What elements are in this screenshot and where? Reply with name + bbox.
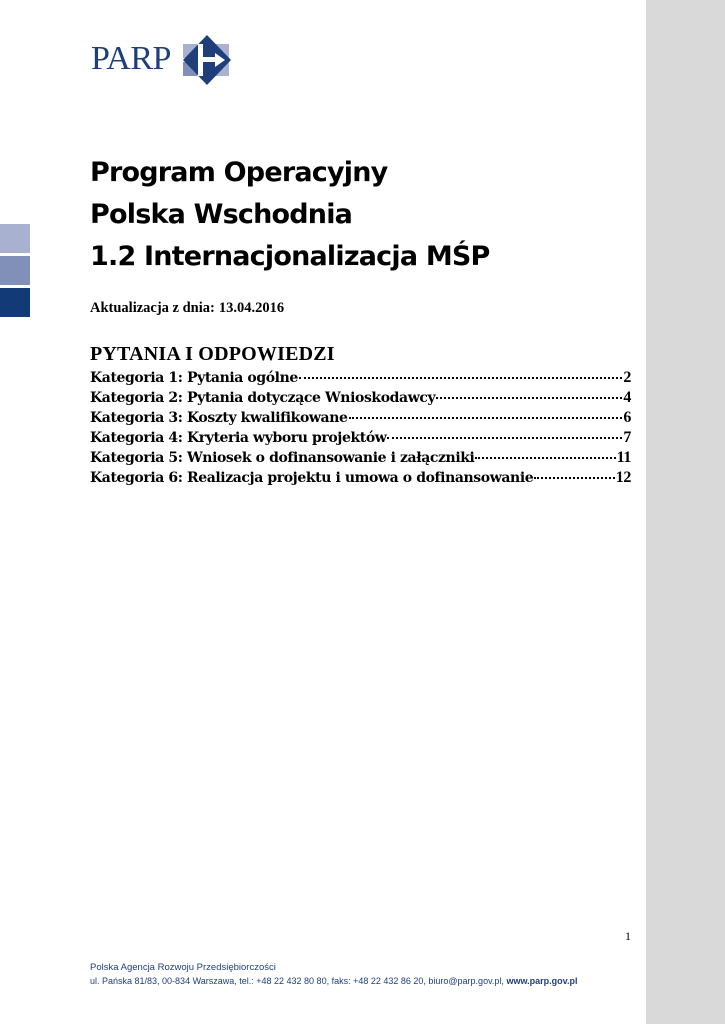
footer-website-link[interactable]: www.parp.gov.pl bbox=[506, 976, 578, 986]
toc-page-number: 11 bbox=[616, 449, 631, 466]
update-info bbox=[90, 300, 284, 317]
page-number: 1 bbox=[625, 929, 631, 943]
toc-label: Kategoria 4: Kryteria wyboru projektów bbox=[90, 430, 387, 446]
update-date: 13.04.2016 bbox=[218, 300, 285, 316]
side-block-dark bbox=[0, 288, 30, 317]
table-of-contents bbox=[90, 369, 631, 489]
logo-text: PARP bbox=[91, 40, 171, 77]
toc-page-number: 2 bbox=[623, 369, 631, 386]
footer-organization: Polska Agencja Rozwoju Przedsiębiorczości bbox=[90, 962, 276, 973]
title-line-2: Polska Wschodnia bbox=[90, 199, 353, 230]
toc-entry[interactable] bbox=[90, 449, 631, 469]
toc-label: Kategoria 5: Wniosek o dofinansowanie i załączniki bbox=[90, 450, 475, 466]
toc-page-number: 12 bbox=[615, 469, 631, 486]
footer-address-line bbox=[90, 976, 577, 986]
parp-logo-icon bbox=[181, 34, 237, 86]
side-block-medium bbox=[0, 256, 30, 285]
toc-entry[interactable] bbox=[90, 389, 631, 409]
page-margin-band bbox=[646, 0, 725, 1024]
toc-leader-dots bbox=[299, 377, 623, 379]
toc-page-number: 4 bbox=[623, 389, 631, 406]
toc-leader-dots bbox=[349, 417, 623, 419]
document-title bbox=[90, 152, 630, 278]
toc-entry[interactable] bbox=[90, 369, 631, 389]
footer bbox=[90, 962, 577, 986]
toc-leader-dots bbox=[475, 457, 615, 459]
footer-address: ul. Pańska 81/83, 00-834 Warszawa, tel.: +48 22 432 80 80, faks: +48 22 432 86 20, biuro@parp.gov.pl, bbox=[90, 976, 504, 986]
toc-entry[interactable] bbox=[90, 429, 631, 449]
toc-label: Kategoria 6: Realizacja projektu i umowa o dofinansowanie bbox=[90, 470, 534, 486]
toc-entry[interactable] bbox=[90, 409, 631, 429]
toc-label: Kategoria 2: Pytania dotyczące Wnioskodawcy bbox=[90, 390, 436, 406]
update-label: Aktualizacja z dnia: bbox=[90, 300, 215, 316]
toc-label: Kategoria 3: Koszty kwalifikowane bbox=[90, 410, 348, 426]
side-decoration bbox=[0, 224, 30, 320]
side-block-light bbox=[0, 224, 30, 253]
title-line-1: Program Operacyjny bbox=[90, 157, 388, 188]
toc-page-number: 6 bbox=[623, 409, 631, 426]
toc-label: Kategoria 1: Pytania ogólne bbox=[90, 370, 298, 386]
toc-leader-dots bbox=[534, 477, 615, 479]
toc-entry[interactable] bbox=[90, 469, 631, 489]
toc-page-number: 7 bbox=[623, 429, 631, 446]
title-line-3: 1.2 Internacjonalizacja MŚP bbox=[90, 241, 490, 272]
faq-heading: PYTANIA I ODPOWIEDZI bbox=[90, 343, 335, 365]
toc-leader-dots bbox=[387, 437, 622, 439]
toc-leader-dots bbox=[436, 397, 622, 399]
